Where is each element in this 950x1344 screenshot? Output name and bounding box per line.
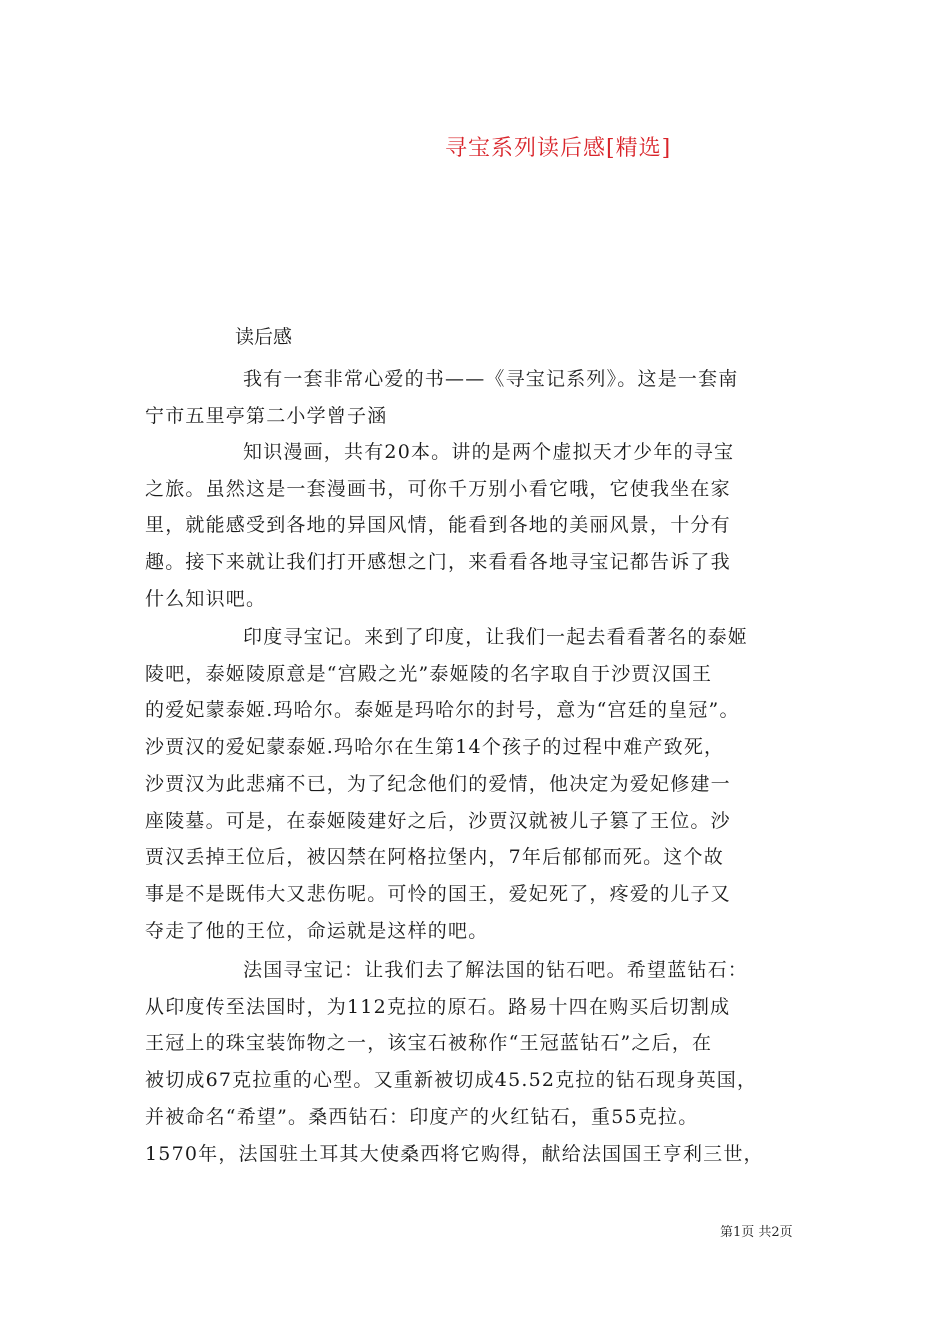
paragraph-1 (145, 361, 817, 434)
paragraph-line: 并被命名“希望”。桑西钻石：印度产的火红钻石，重55克拉。 (145, 1105, 699, 1128)
paragraph-line: 贾汉丢掉王位后，被囚禁在阿格拉堡内，7年后郁郁而死。这个故 (145, 846, 724, 869)
paragraph-line: 里，就能感受到各地的异国风情，能看到各地的美丽风景，十分有 (145, 514, 731, 537)
paragraph-line: 夺走了他的王位，命运就是这样的吧。 (145, 919, 489, 942)
paragraph-line: 座陵墓。可是，在泰姬陵建好之后，沙贾汉就被儿子篡了王位。沙 (145, 809, 731, 832)
paragraph-line: 之旅。虽然这是一套漫画书，可你千万别小看它哦，它使我坐在家 (145, 477, 731, 500)
paragraph-line: 印度寻宝记。来到了印度，让我们一起去看看著名的泰姬 (243, 626, 749, 648)
page-title: 寻宝系列读后感[精选] (445, 136, 672, 161)
paragraph-line: 知识漫画，共有20本。讲的是两个虚拟天才少年的寻宝 (243, 441, 735, 463)
paragraph-line: 宁市五里亭第二小学曾子涵 (145, 404, 388, 427)
paragraph-line: 什么知识吧。 (145, 587, 267, 610)
paragraph-line: 法国寻宝记：让我们去了解法国的钻石吧。希望蓝钻石： (243, 959, 749, 981)
section-heading: 读后感 (235, 326, 293, 348)
paragraph-3 (145, 619, 817, 949)
paragraph-line: 的爱妃蒙泰姬.玛哈尔。泰姬是玛哈尔的封号，意为“宫廷的皇冠”。 (145, 699, 740, 722)
paragraph-line: 沙贾汉为此悲痛不已，为了纪念他们的爱情，他决定为爱妃修建一 (145, 772, 731, 795)
paragraph-line: 沙贾汉的爱妃蒙泰姬.玛哈尔在生第14个孩子的过程中难产致死， (145, 736, 725, 759)
paragraph-line: 趣。接下来就让我们打开感想之门，来看看各地寻宝记都告诉了我 (145, 551, 731, 574)
paragraph-line: 事是不是既伟大又悲伤呢。可怜的国王，爱妃死了，疼爱的儿子又 (145, 882, 731, 905)
paragraph-line: 王冠上的珠宝装饰物之一，该宝石被称作“王冠蓝钻石”之后，在 (145, 1032, 713, 1055)
page-footer: 第1页 共2页 (720, 1225, 793, 1240)
paragraph-line: 陵吧，泰姬陵原意是“宫殿之光”泰姬陵的名字取自于沙贾汉国王 (145, 662, 713, 685)
paragraph-line: 被切成67克拉重的心型。又重新被切成45.52克拉的钻石现身英国， (145, 1069, 758, 1092)
paragraph-line: 我有一套非常心爱的书——《寻宝记系列》。这是一套南 (243, 368, 739, 390)
paragraph-2 (145, 434, 817, 618)
paragraph-4 (145, 952, 817, 1172)
paragraph-line: 从印度传至法国时，为112克拉的原石。路易十四在购买后切割成 (145, 995, 731, 1018)
paragraph-line: 1570年，法国驻土耳其大使桑西将它购得，献给法国国王亨利三世， (145, 1142, 764, 1165)
